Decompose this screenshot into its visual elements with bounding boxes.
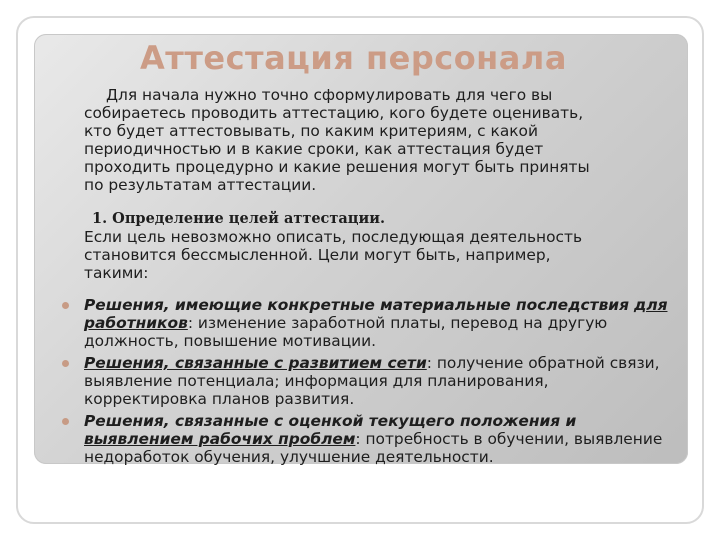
slide-title: Аттестация персонала	[140, 39, 567, 77]
goals-line: становится бессмысленной. Цели могут быть, например,	[84, 246, 551, 264]
bullet-item	[62, 412, 672, 466]
bullet-item	[62, 354, 672, 408]
intro-line: кто будет аттестовывать, по каким критериям, с какой	[84, 122, 538, 140]
bullet-dot-icon	[62, 360, 69, 367]
intro-line: проходить процедурно и какие решения могут быть приняты	[84, 158, 590, 176]
bullet-text: : изменение заработной платы, перевод на другую должность, повышение мотивации.	[84, 314, 608, 350]
intro-line: собираетесь проводить аттестацию, кого будете оценивать,	[84, 104, 584, 122]
intro-paragraph	[84, 86, 664, 194]
bullet-emphasis-underlined: Решения, связанные с развитием сети	[84, 354, 427, 372]
goals-heading: 1. Определение целей аттестации.	[92, 210, 386, 227]
intro-line: по результатам аттестации.	[84, 176, 317, 194]
intro-line: периодичностью и в какие сроки, как аттестация будет	[84, 140, 544, 158]
bullet-emphasis-underlined: для работников	[84, 296, 668, 332]
bullet-dot-icon	[62, 418, 69, 425]
bullet-emphasis: Решения, связанные с оценкой текущего положения и	[84, 412, 577, 430]
bullet-text: : потребность в обучении, выявление недоработок обучения, улучшение деятельности.	[84, 430, 663, 466]
goals-bullet-list	[62, 296, 672, 470]
intro-line: Для начала нужно точно сформулировать для чего вы	[106, 86, 553, 104]
bullet-emphasis: Решения, имеющие конкретные материальные последствия	[84, 296, 629, 314]
bullet-text: : получение обратной связи, выявление потенциала; информация для планирования, корректировка планов развития.	[84, 354, 660, 408]
bullet-dot-icon	[62, 302, 69, 309]
bullet-emphasis-underlined: выявлением рабочих проблем	[84, 430, 356, 448]
goals-line: Если цель невозможно описать, последующая деятельность	[84, 228, 583, 246]
bullet-item	[62, 296, 672, 350]
goals-section	[84, 210, 664, 282]
goals-line: такими:	[84, 264, 149, 282]
